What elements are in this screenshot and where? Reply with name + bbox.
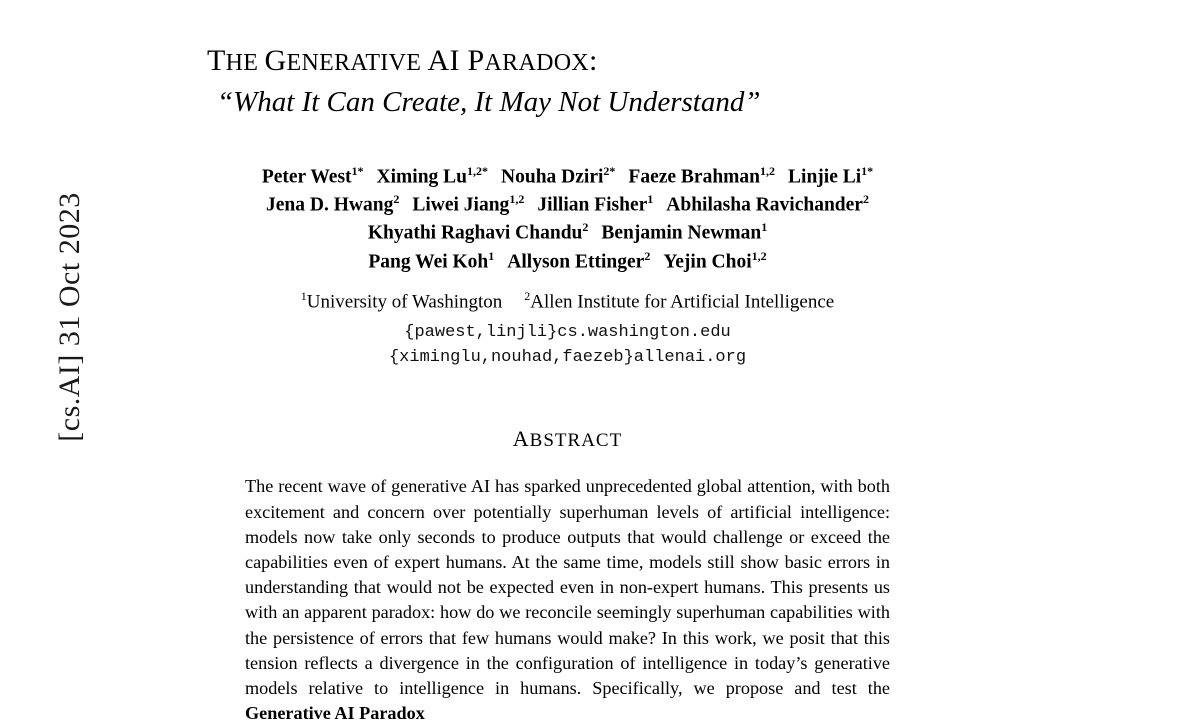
abstract-paragraph: The recent wave of generative AI has sparked unprecedented global attention, with both excitement and concern over potentially superhuman levels of artificial intelligence: models now take only seconds to produce outputs that would challenge or exceed the capabilities even of expert humans. At the same time, models still show basic errors in understanding that would not be expected even in non-expert humans. This presents us with an apparent paradox: how do we reconcile seemingly superhuman capabilities with the persistence of errors that few humans would make? In this work, we posit that this tension reflects a divergence in the configuration of intelligence in today’s generative models relative to intelligence in humans. Specifically, we propose and test the [245, 476, 890, 698]
author-row [195, 248, 940, 276]
author-name: Benjamin Newman [601, 222, 762, 244]
author-affil-marker: 1,2* [467, 164, 489, 178]
title-seg-6: ARADOX [484, 50, 590, 76]
author-affil-marker: 1 [488, 248, 495, 263]
author-row [195, 191, 940, 219]
author-affil-marker: 1,2 [751, 248, 767, 263]
author-name: Peter West [261, 166, 352, 188]
abstract-heading-rest: BSTRACT [529, 430, 623, 452]
paper-title-line-1 [195, 44, 940, 78]
affiliation-marker: 1 [300, 288, 307, 303]
title-seg-7: : [589, 44, 598, 77]
author-affil-marker: 2 [393, 192, 400, 207]
email-line: {pawest,linjli}cs.washington.edu [404, 323, 731, 343]
author-affil-marker: 2 [582, 220, 589, 235]
author-affil-marker: 1 [647, 192, 654, 207]
author-affil-marker: 2 [862, 192, 869, 207]
abstract-text [245, 474, 890, 726]
email-line: {ximinglu,nouhad,faezeb}allenai.org [388, 347, 747, 367]
affiliation-name: University of Washington [306, 291, 503, 313]
abstract-bold-term: Generative AI Paradox [245, 703, 425, 724]
author-affil-marker: 2* [603, 164, 616, 178]
author-affil-marker: 1,2 [760, 164, 776, 178]
title-seg-4: ENERATIVE [286, 50, 428, 76]
author-name: Ximing Lu [376, 166, 468, 188]
author-list [195, 163, 940, 276]
arxiv-stamp-text: [cs.AI] 31 Oct 2023 [53, 192, 86, 442]
title-seg-1: T [207, 44, 226, 77]
author-name: Allyson Ettinger [507, 251, 645, 273]
author-name: Nouha Dziri [501, 166, 604, 188]
author-row [195, 163, 940, 191]
author-name: Yejin Choi [663, 251, 752, 273]
abstract-heading [195, 426, 940, 452]
author-affil-marker: 1 [761, 220, 768, 235]
author-name: Faeze Brahman [628, 166, 761, 188]
paper-front-matter [195, 0, 940, 726]
author-name: Jena D. Hwang [266, 194, 394, 216]
paper-title [195, 44, 940, 119]
affiliation-marker: 2 [524, 288, 531, 303]
author-name: Abhilasha Ravichander [666, 194, 863, 216]
affiliation-list [195, 289, 940, 313]
title-seg-2: HE [225, 50, 265, 76]
paper-title-line-2: “What It Can Create, It May Not Understand” [217, 86, 761, 118]
author-affil-marker: 1,2 [509, 192, 525, 207]
title-seg-3: G [264, 44, 287, 77]
author-row [195, 219, 940, 247]
contact-emails [195, 321, 940, 370]
author-name: Pang Wei Koh [368, 251, 489, 273]
title-seg-5: AI P [427, 44, 485, 77]
author-name: Liwei Jiang [412, 194, 510, 216]
author-name: Khyathi Raghavi Chandu [367, 222, 583, 244]
author-affil-marker: 2 [644, 248, 651, 263]
author-affil-marker: 1* [861, 164, 874, 178]
author-name: Jillian Fisher [537, 194, 648, 216]
author-name: Linjie Li [788, 166, 862, 188]
arxiv-stamp [10, 0, 86, 648]
abstract-heading-initial: A [512, 426, 530, 452]
author-affil-marker: 1* [351, 164, 364, 178]
affiliation-name: Allen Institute for Artificial Intelligence [530, 291, 835, 313]
